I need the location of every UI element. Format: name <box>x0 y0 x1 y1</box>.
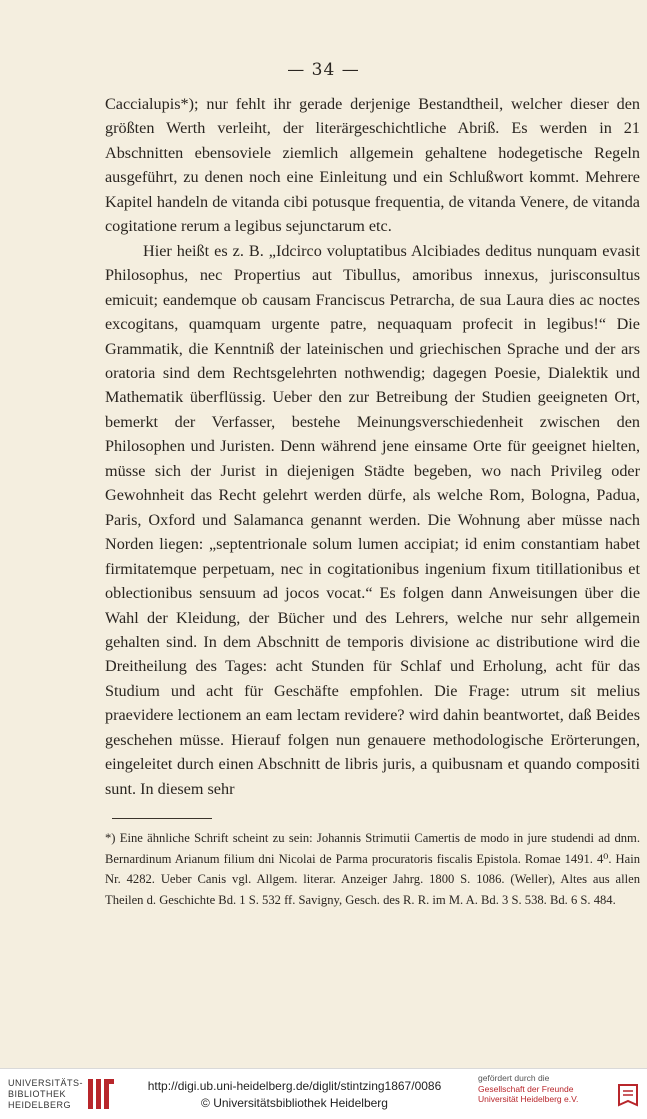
funder-name: Gesellschaft der Freunde <box>478 1083 574 1094</box>
footnote <box>105 828 640 910</box>
funded-label: gefördert durch die <box>478 1073 550 1083</box>
body-text <box>105 92 640 801</box>
library-name <box>8 1078 88 1111</box>
viewer-footer <box>0 1068 647 1119</box>
paragraph-2: Hier heißt es z. B. „Idcirco voluptatibus Alcibiades deditus nunquam evasit Philosophus, nec Propertius aut Tibullus, amoribus innexus, jurisconsultus emicuit; eandemque ob causam Franciscus Petrarcha, de sua Laura dies ac noctes excogitans, quamquam urgente patre, nequaquam profecit in legibus!“ Die Grammatik, die Kenntniß der lateinischen und griechischen Sprache und der ars oratoria sind dem Rechtsgelehrten nothwendig; dagegen Poesie, Dialektik und Mathematik überflüssig. Ueber den zur Betreibung der Studien geeigneten Ort, bemerkt der Verfasser, bestehe Meinungsverschiedenheit zwischen den Philosophen und Juristen. Denn während jene einsame Orte für geeignet hielten, müsse sich der Jurist in diejenigen Städte begeben, wo nach Privileg oder Gewohnheit das Recht gelehrt werden dürfe, als welche Rom, Bologna, Padua, Paris, Oxford und Salamanca genannt werden. Die Wohnung aber müsse nach Norden liegen: „septentrionale solum lumen accipiat; id enim constantiam habet firmitatemque perpetuam, nec in cogitationibus ingenium fixum titillationibus et oblectionibus sensuum ad jocos vocat.“ Es folgen dann Anweisungen über die Wahl der Kleidung, der Bücher und des Lehrers, welche nur sehr allgemein gehalten sind. In dem Abschnitt de temporis divisione ac distributione wird die Dreitheilung des Tages: acht Stunden für Schlaf und Erholung, acht für das Studium und acht für Geschäfte empfohlen. Die Frage: utrum sit melius praevidere lectionem an eam lectam revidere? wird dahin beantwortet, daß Beides geschehen müsse. Hierauf folgen nun genauere methodologische Erörterungen, eingeleitet durch einen Abschnitt de libris juris, a quibusnam et quando compositi sunt. In diesem sehr <box>105 241 640 798</box>
funder-name: Universität Heidelberg e.V. <box>478 1094 579 1104</box>
permalink[interactable]: http://digi.ub.uni-heidelberg.de/diglit/stintzing1867/0086 <box>147 1079 442 1093</box>
copyright-notice: © Universitätsbibliothek Heidelberg <box>201 1096 388 1110</box>
page-number: — 34 — <box>287 60 360 80</box>
library-logo-icon <box>86 1075 116 1113</box>
footer-center <box>122 1078 467 1112</box>
funder-logo-icon <box>615 1081 641 1109</box>
library-name-line: HEIDELBERG <box>8 1100 72 1110</box>
library-name-line: BIBLIOTHEK <box>8 1089 67 1099</box>
paragraph-1: Caccialupis*); nur fehlt ihr gerade derjenige Bestandtheil, welcher dieser den größten Werth verleiht, der literärgeschichtliche Abriß. Es werden in 21 Abschnitten ebensoviele ziemlich allgemein gehaltene hodegetische Regeln ausgeführt, zu denen noch eine Einleitung und ein Schlußwort kommt. Mehrere Kapitel handeln de vitanda cibi potusque frequentia, de vitanda Venere, de vitanda cogitatione rerum a legibus sejunctarum etc. <box>105 95 640 236</box>
footnote-text: *) Eine ähnliche Schrift scheint zu sein: Johannis Strimutii Camertis de modo in jure studendi ad dnm. Bernardinum Arianum filium dni Nicolai de Parma procuratoris fiscalis Epistola. Romae 1491. 4⁰. Hain Nr. 4282. Ueber Canis vgl. Allgem. literar. Anzeiger Jahrg. 1800 S. 1086. (Weller), Altes aus allen Theilen d. Geschichte Bd. 1 S. 532 ff. Savigny, Gesch. des R. R. im M. A. Bd. 3 S. 538. Bd. 6 S. 484. <box>105 831 640 907</box>
footnote-rule <box>112 818 212 819</box>
library-name-line: UNIVERSITÄTS- <box>8 1078 84 1088</box>
